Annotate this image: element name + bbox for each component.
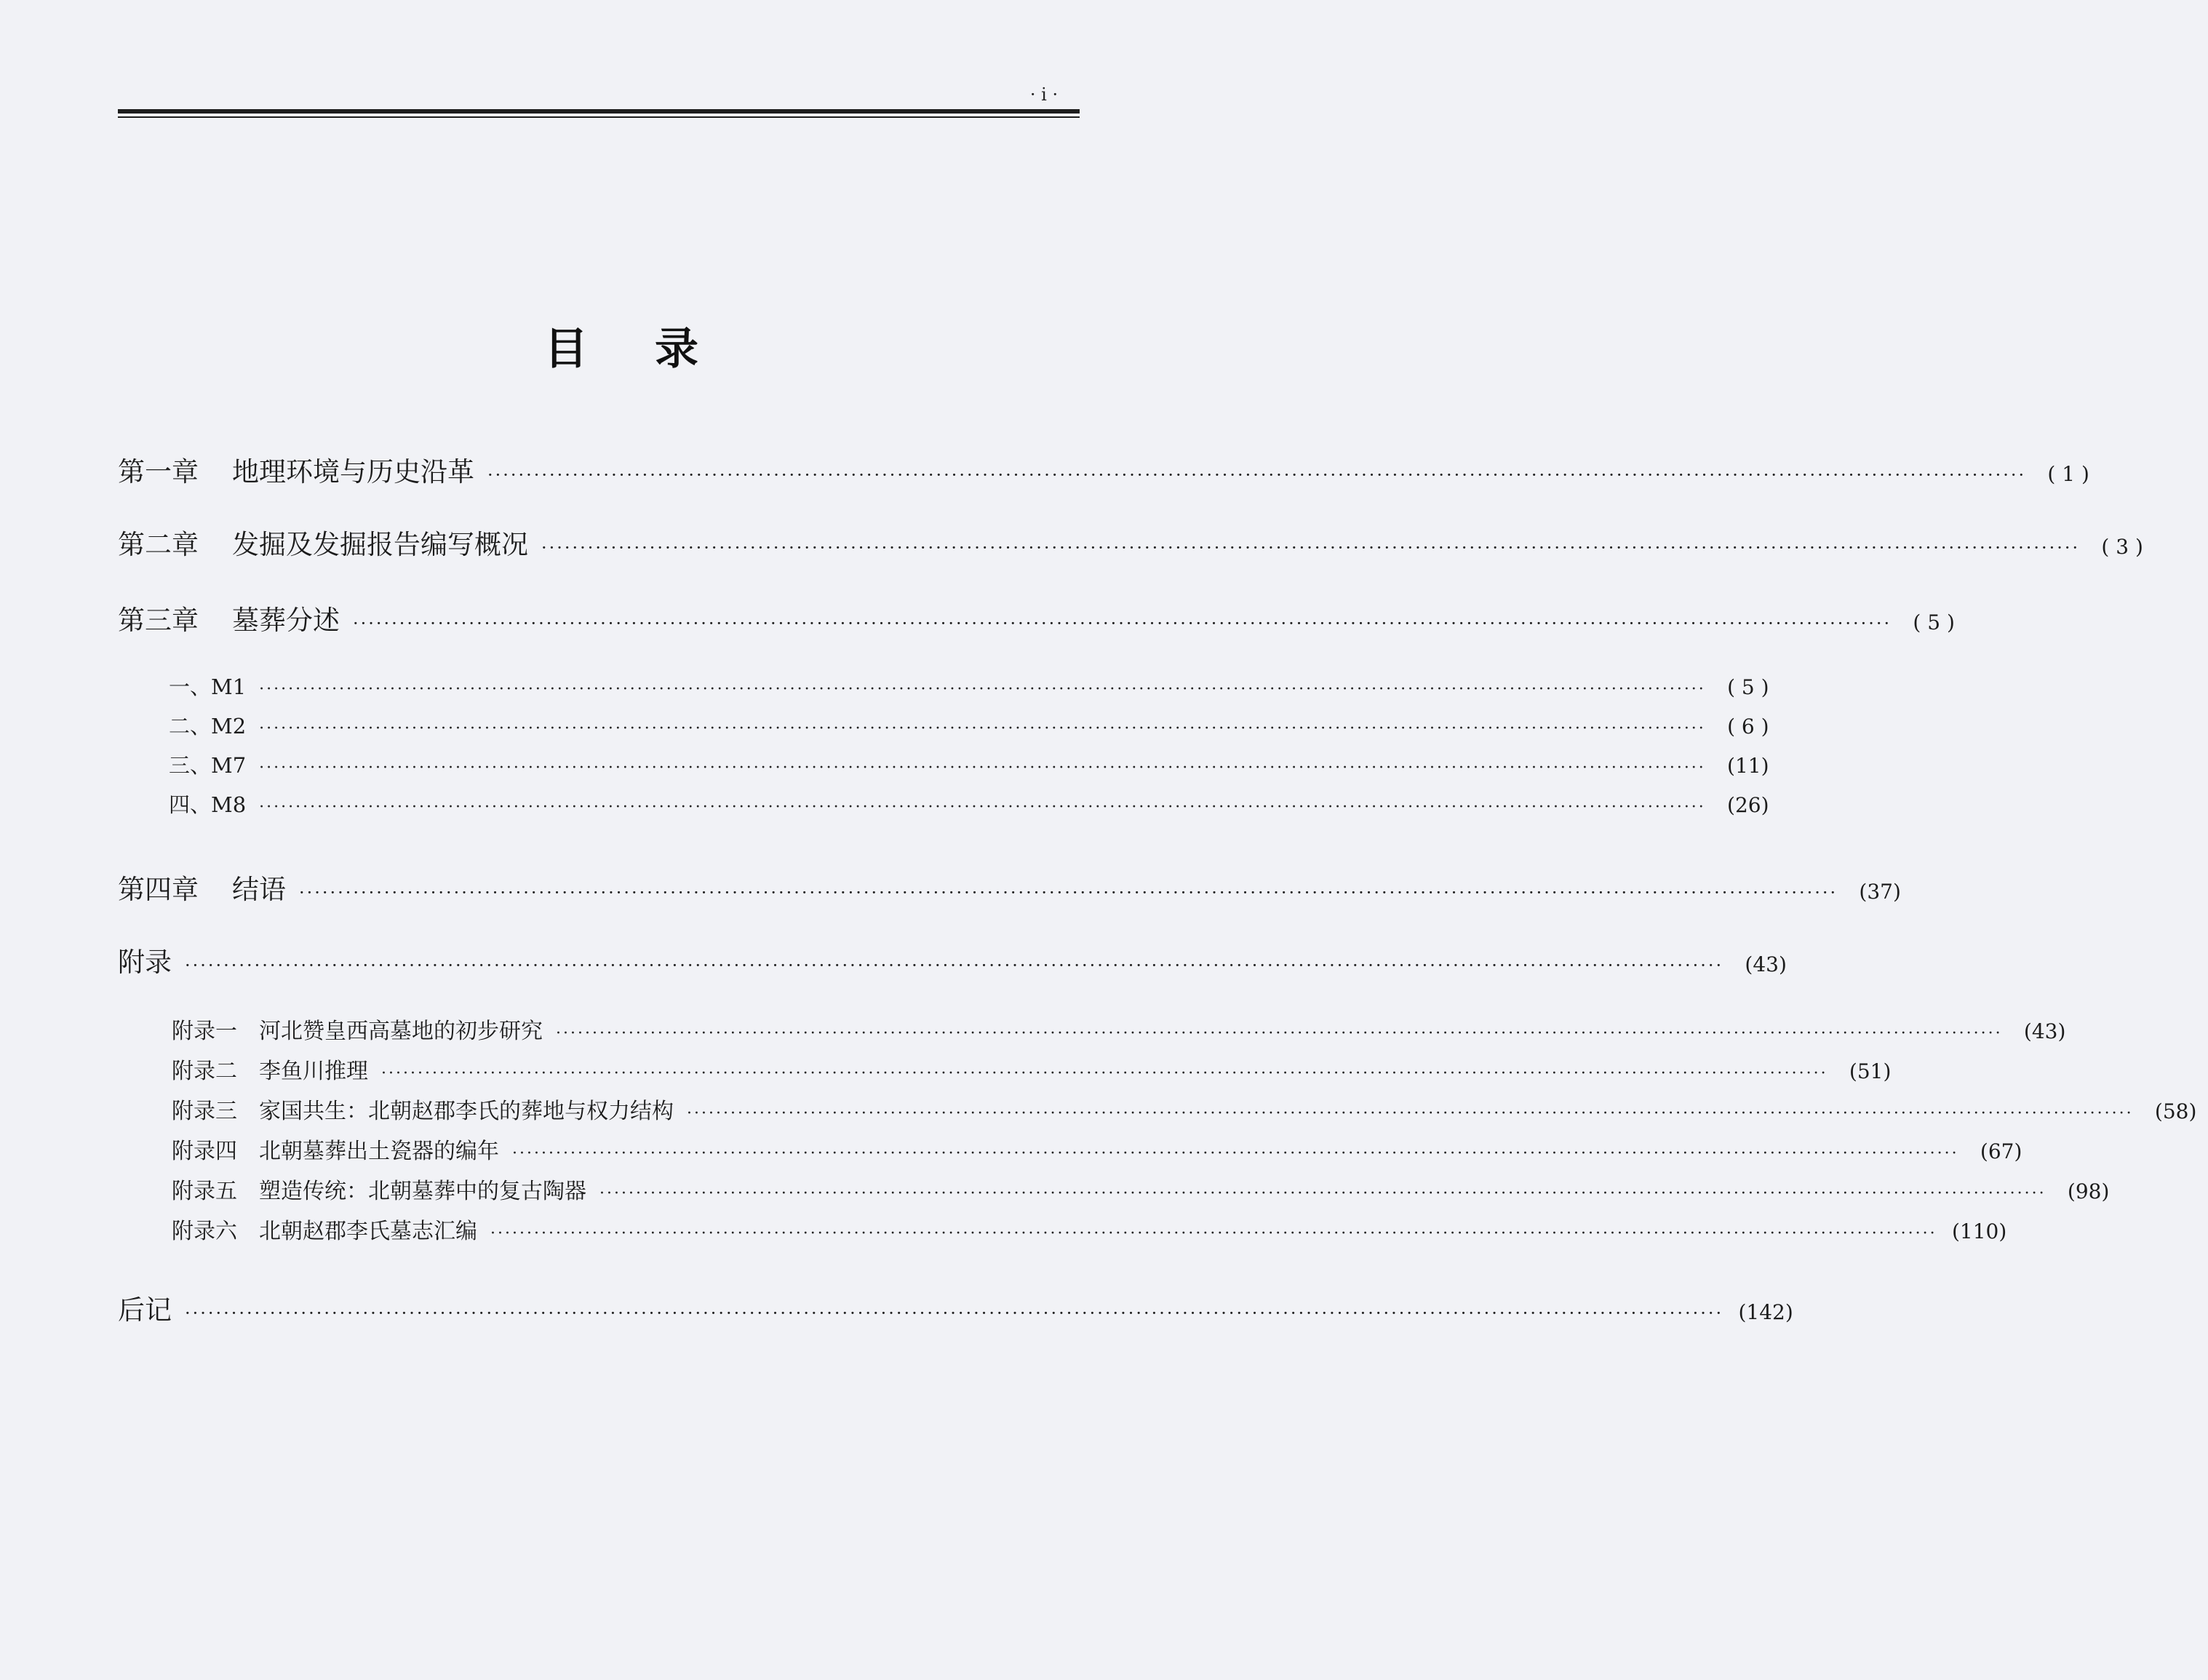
toc-entry-appendix-6[interactable]: [172, 1213, 2007, 1245]
chapter-label: 第四章: [118, 874, 199, 905]
section-title: 四、M8: [169, 792, 247, 817]
dot-leader: ·······································································································································································································: [259, 759, 1706, 777]
appendix-label: 附录五: [172, 1179, 237, 1204]
page-ref: (37): [1859, 880, 1901, 904]
afterword-title: 后记: [118, 1294, 172, 1326]
toc-entry-section-m1[interactable]: [169, 671, 1769, 701]
toc-entry-appendix-4[interactable]: [172, 1133, 2022, 1165]
dot-leader: ·······································································································································································································: [487, 465, 2027, 485]
dot-leader: ·······································································································································································································: [541, 538, 2081, 558]
appendix-label: 附录二: [172, 1059, 237, 1084]
page-ref: (43): [1745, 952, 1787, 976]
page-ref: (98): [2067, 1179, 2110, 1203]
page-ref: ( 6 ): [1727, 714, 1769, 739]
toc-entry-section-m7[interactable]: [169, 749, 1769, 779]
appendix-item-title: 家国共生：北朝赵郡李氏的葬地与权力结构: [259, 1099, 674, 1124]
chapter-label: 第一章: [118, 456, 199, 487]
toc-entry-appendix-3[interactable]: [172, 1093, 2197, 1125]
dot-leader: ·······································································································································································································: [299, 883, 1838, 903]
toc-entry-appendix-2[interactable]: [172, 1053, 1892, 1085]
toc-entry-chapter-3[interactable]: [118, 598, 1955, 637]
chapter-label: 第三章: [118, 605, 199, 636]
section-title: 三、M7: [169, 753, 247, 778]
page-ref: ( 1 ): [2047, 462, 2089, 486]
chapter-title: 墓葬分述: [232, 605, 340, 636]
toc-title: 目录: [544, 324, 765, 375]
page-ref: ( 3 ): [2101, 535, 2143, 559]
appendix-item-title: 塑造传统：北朝墓葬中的复古陶器: [259, 1179, 586, 1204]
page-ref: (142): [1738, 1300, 1793, 1324]
toc-entry-appendix[interactable]: [118, 940, 1787, 979]
page-number: · i ·: [1029, 84, 1059, 105]
appendix-label: 附录四: [172, 1139, 237, 1164]
toc-entry-chapter-4[interactable]: [118, 867, 1901, 907]
header-rule-thick: [118, 109, 1080, 114]
toc-entry-appendix-5[interactable]: [172, 1173, 2110, 1205]
page-ref: (58): [2154, 1099, 2197, 1123]
dot-leader: ·······································································································································································································: [259, 680, 1706, 698]
toc-entry-section-m8[interactable]: [169, 789, 1769, 819]
page-ref: (67): [1980, 1139, 2022, 1163]
appendix-item-title: 河北赞皇西高墓地的初步研究: [259, 1019, 543, 1044]
appendix-title: 附录: [118, 947, 172, 978]
chapter-title: 地理环境与历史沿革: [232, 456, 474, 487]
appendix-item-title: 北朝赵郡李氏墓志汇编: [259, 1219, 477, 1244]
page-ref: (43): [2023, 1019, 2066, 1043]
page-ref: ( 5 ): [1913, 610, 1955, 634]
dot-leader: ·······································································································································································································: [599, 1185, 2046, 1203]
toc-entry-chapter-2[interactable]: [118, 522, 2143, 562]
appendix-label: 附录六: [172, 1219, 237, 1244]
page-ref: (51): [1849, 1059, 1892, 1083]
dot-leader: ·······································································································································································································: [381, 1064, 1828, 1083]
dot-leader: ·······································································································································································································: [490, 1225, 1937, 1243]
dot-leader: ·······································································································································································································: [687, 1104, 2134, 1123]
section-title: 二、M2: [169, 714, 247, 739]
appendix-label: 附录一: [172, 1019, 237, 1044]
dot-leader: ·······································································································································································································: [512, 1144, 1959, 1163]
toc-entry-afterword[interactable]: [118, 1288, 1793, 1327]
dot-leader: ·······································································································································································································: [556, 1024, 2003, 1043]
appendix-item-title: 李鱼川推理: [259, 1059, 368, 1084]
page-ref: (11): [1727, 754, 1769, 778]
dot-leader: ·······································································································································································································: [185, 1303, 1724, 1323]
chapter-title: 结语: [232, 874, 286, 905]
page-ref: (26): [1727, 793, 1769, 817]
page-ref: ( 5 ): [1727, 675, 1769, 699]
toc-entry-chapter-1[interactable]: [118, 450, 2089, 489]
appendix-label: 附录三: [172, 1099, 237, 1124]
dot-leader: ·······································································································································································································: [259, 798, 1706, 816]
appendix-item-title: 北朝墓葬出土瓷器的编年: [259, 1139, 499, 1164]
chapter-label: 第二章: [118, 529, 199, 560]
dot-leader: ·······································································································································································································: [259, 720, 1706, 738]
page-ref: (110): [1951, 1219, 2007, 1243]
dot-leader: ·······································································································································································································: [353, 613, 1892, 634]
section-title: 一、M1: [169, 674, 247, 699]
chapter-title: 发掘及发掘报告编写概况: [232, 529, 528, 560]
toc-entry-section-m2[interactable]: [169, 710, 1769, 740]
toc-entry-appendix-1[interactable]: [172, 1013, 2066, 1045]
header-rule-thin: [118, 116, 1080, 118]
dot-leader: ·······································································································································································································: [185, 955, 1724, 976]
